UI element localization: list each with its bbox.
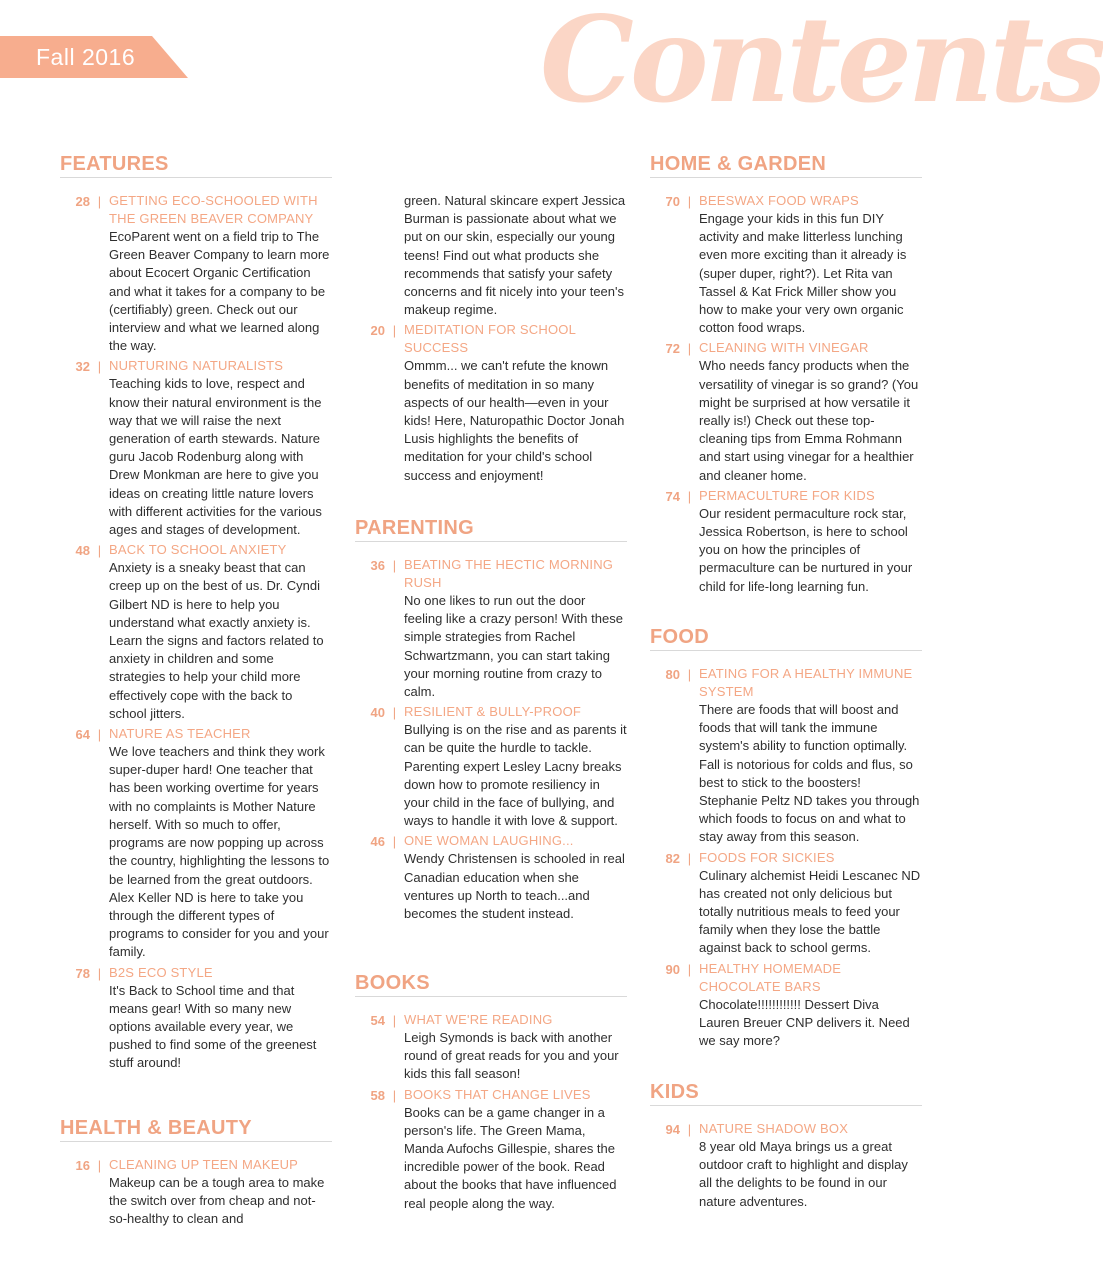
page-number: 74 [665, 488, 680, 504]
article-title[interactable]: CLEANING WITH VINEGAR [699, 340, 869, 356]
page-number: 94 [665, 1122, 680, 1137]
article-title[interactable]: ONE WOMAN LAUGHING... [404, 833, 574, 849]
article-title[interactable]: NURTURING NATURALISTS [109, 358, 284, 374]
section-kids [650, 1081, 922, 1213]
toc-entry[interactable] [355, 556, 627, 701]
article-description: We love teachers and think they work super-duper hard! One teacher that has been working overtime for years with no complaints is Mother Nature herself. With so much to offer, programs are now popping up across the country, highlighting the lessons to be learned from the great outdoors. Alex Keller ND is here to take you through the different types of programs to consider for you and your family. [109, 744, 330, 960]
article-description: Bullying is on the rise and as parents it can be quite the hurdle to tackle. Parenting expert Lesley Lacny breaks down how to promote resiliency in your child in the face of bullying, and ways to handle it with love & support. [404, 722, 627, 829]
article-description: Anxiety is a sneaky beast that can creep up on the best of us. Dr. Cyndi Gilbert ND is here to help you understand what exactly anxiety is. Learn the signs and factors related to anxiety in children and some strategies to help your child more effectively cope with the back to school jitters. [109, 560, 324, 721]
article-title[interactable]: GETTING ECO-SCHOOLED WITH THE GREEN BEAVER COMPANY [109, 193, 318, 226]
separator-bar: | [97, 194, 102, 209]
separator-bar: | [687, 1122, 692, 1137]
section-heading: PARENTING [355, 517, 627, 542]
article-title[interactable]: RESILIENT & BULLY-PROOF [404, 704, 582, 720]
article-title[interactable]: EATING FOR A HEALTHY IMMUNE SYSTEM [699, 666, 913, 699]
toc-entry[interactable] [650, 665, 922, 847]
article-description: It's Back to School time and that means gear! With so many new options available every year, we pushed to find some of the greenest stuff around! [109, 982, 317, 1071]
article-description: Ommm... we can't refute the known benefits of meditation in so many aspects of our health—even in your kids! Here, Naturopathic Doctor Jonah Lusis highlights the benefits of meditation for your child's school success and enjoyment! [404, 358, 625, 483]
page-number: 72 [665, 341, 680, 357]
separator-bar: | [687, 850, 692, 866]
toc-entry[interactable] [650, 1120, 922, 1211]
separator-bar: | [687, 667, 692, 682]
separator-bar: | [687, 961, 692, 977]
article-description: 8 year old Maya brings us a great outdoor craft to highlight and display all the delights to be found in our nature adventures. [699, 1139, 908, 1209]
entry-body [404, 321, 627, 484]
article-description-continued: green. Natural skincare expert Jessica Burman is passionate about what we put on our skin, especially our young teens! Find out what products she recommends that satisfy your safety concerns and fit nicely into your teen's makeup regime. [404, 193, 626, 318]
toc-entry[interactable] [650, 960, 922, 1051]
entry-body [404, 556, 627, 701]
entry-body [404, 703, 627, 830]
toc-entry[interactable] [60, 357, 332, 539]
separator-bar: | [97, 1158, 102, 1173]
entry-body [109, 192, 332, 355]
page-number: 40 [370, 705, 385, 721]
page-number: 78 [75, 965, 90, 981]
page-number: 58 [370, 1087, 385, 1103]
page-number: 28 [75, 194, 90, 209]
article-description: There are foods that will boost and foods that will tank the immune system's ability to function optimally. Fall is notorious for colds and flus, so best to stick to the boosters! Stephanie Peltz ND takes you through which foods to focus on and what to stay away from this season. [699, 702, 920, 845]
section-heading: HEALTH & BEAUTY [60, 1117, 332, 1142]
article-title[interactable]: MEDITATION FOR SCHOOL SUCCESS [404, 322, 576, 356]
page-number: 16 [75, 1158, 90, 1173]
section-parenting [355, 517, 627, 925]
page-number: 48 [75, 543, 90, 559]
entry-body [699, 1120, 922, 1211]
entry-body [404, 832, 627, 923]
entry-body [699, 665, 922, 847]
article-title[interactable]: NATURE AS TEACHER [109, 726, 251, 742]
section-heading: FEATURES [60, 153, 332, 178]
section-heading: KIDS [650, 1081, 922, 1106]
article-title[interactable]: BEATING THE HECTIC MORNING RUSH [404, 557, 614, 590]
article-title[interactable]: B2S ECO STYLE [109, 964, 213, 980]
toc-entry[interactable] [60, 192, 332, 355]
toc-entry[interactable] [355, 703, 627, 830]
article-description: Wendy Christensen is schooled in real Canadian education when she ventures up North to teach...and becomes the student instead. [404, 851, 625, 922]
toc-entry[interactable] [650, 849, 922, 958]
article-description: Our resident permaculture rock star, Jessica Robertson, is here to school you on how the principles of permaculture can be nurtured in your child for life-long learning fun. [699, 505, 913, 594]
article-description: Engage your kids in this fun DIY activity and make litterless lunching even more exciting than it already is (super duper, right?). Let Rita van Tassel & Kat Frick Miller show you how to make your very own organic cotton food wraps. [699, 211, 907, 336]
toc-entry[interactable] [355, 1086, 627, 1213]
toc-entry[interactable] [60, 1156, 332, 1229]
toc-entry[interactable] [355, 1011, 627, 1084]
entry-body [109, 357, 332, 539]
separator-bar: | [687, 488, 692, 504]
page-number: 20 [370, 323, 385, 339]
toc-entry[interactable] [355, 321, 627, 484]
article-title[interactable]: BEESWAX FOOD WRAPS [699, 193, 859, 208]
page-number: 32 [75, 359, 90, 375]
page-title: Contents [540, 0, 1103, 129]
separator-bar: | [687, 194, 692, 209]
entry-body [699, 849, 922, 958]
entry-body [699, 192, 922, 337]
section-health-beauty [60, 1117, 332, 1231]
season-label: Fall 2016 [36, 44, 136, 70]
separator-bar: | [392, 1087, 397, 1103]
toc-entry[interactable] [650, 339, 922, 484]
separator-bar: | [392, 834, 397, 850]
toc-entry[interactable] [60, 725, 332, 961]
entry-body [404, 1011, 627, 1084]
section-food [650, 626, 922, 1052]
article-title[interactable]: BOOKS THAT CHANGE LIVES [404, 1086, 591, 1102]
article-title[interactable]: BACK TO SCHOOL ANXIETY [109, 542, 287, 558]
page-number: 80 [665, 667, 680, 682]
article-description: No one likes to run out the door feeling like a crazy person! With these simple strategies from Rachel Schwartzmann, you can start taking your morning routine from crazy to calm. [404, 593, 623, 700]
separator-bar: | [392, 1013, 397, 1028]
separator-bar: | [392, 323, 397, 339]
page-number: 36 [370, 558, 385, 573]
article-description: Makeup can be a tough area to make the switch over from cheap and not-so-healthy to clean and [109, 1175, 325, 1227]
separator-bar: | [97, 727, 102, 743]
entry-body [109, 964, 332, 1073]
toc-entry[interactable] [60, 541, 332, 723]
entry-body [699, 339, 922, 484]
separator-bar: | [97, 965, 102, 981]
separator-bar: | [392, 558, 397, 573]
section-heading: BOOKS [355, 972, 627, 997]
article-description: Culinary alchemist Heidi Lescanec ND has created not only delicious but totally nutritious meals to feed your family when they lose the battle against back to school germs. [699, 867, 921, 956]
article-description: Who needs fancy products when the versatility of vinegar is so grand? (You might be surprised at how versatile it really is!) Check out these top-cleaning tips from Emma Rohmann and start using vinegar for a healthier and cleaner home. [699, 358, 919, 483]
entry-body [109, 725, 332, 961]
section-heading: HOME & GARDEN [650, 153, 922, 178]
article-title[interactable]: HEALTHY HOMEMADE CHOCOLATE BARS [699, 960, 842, 994]
section-home-garden [650, 153, 922, 598]
entry-body [699, 487, 922, 596]
separator-bar: | [97, 359, 102, 375]
page-number: 64 [75, 727, 90, 743]
toc-entry[interactable] [60, 964, 332, 1073]
page-number: 70 [665, 194, 680, 209]
article-description: Teaching kids to love, respect and know their natural environment is the way that we will raise the next generation of earth stewards. Nature guru Jacob Rodenburg along with Drew Monkman are here to give you ideas on creating little nature lovers with different activities for the various ages and stages of development. [109, 376, 322, 538]
article-title[interactable]: NATURE SHADOW BOX [699, 1121, 849, 1136]
entry-body [404, 1086, 627, 1213]
separator-bar: | [97, 543, 102, 559]
article-description: Leigh Symonds is back with another round of great reads for you and your kids this fall season! [404, 1030, 619, 1082]
article-description: Chocolate!!!!!!!!!!!! Dessert Diva Lauren Breuer CNP delivers it. Need we say more? [699, 996, 910, 1049]
article-description: Books can be a game changer in a person's life. The Green Mama, Manda Aufochs Gillespie, shares the incredible power of the book. Read about the books that have influenced real people along the way. [404, 1104, 617, 1211]
section-features [60, 153, 332, 1075]
article-title[interactable]: WHAT WE'RE READING [404, 1012, 553, 1027]
toc-entry[interactable] [650, 192, 922, 337]
section-heading: FOOD [650, 626, 922, 651]
article-title[interactable]: PERMACULTURE FOR KIDS [699, 487, 875, 503]
page-number: 46 [370, 834, 385, 850]
toc-entry[interactable] [355, 832, 627, 923]
entry-body [109, 541, 332, 723]
entry-body [699, 960, 922, 1051]
section-health-beauty-continued [355, 192, 627, 487]
article-title[interactable]: FOODS FOR SICKIES [699, 849, 835, 865]
page-number: 90 [665, 961, 680, 977]
section-books [355, 972, 627, 1215]
separator-bar: | [687, 341, 692, 357]
article-title[interactable]: CLEANING UP TEEN MAKEUP [109, 1157, 299, 1172]
entry-body [109, 1156, 332, 1229]
toc-entry[interactable] [650, 487, 922, 596]
article-description: EcoParent went on a field trip to The Green Beaver Company to learn more about Ecocert Organic Certification and what it takes for a company to be (certifiably) green. Check out our interview and what we learned along the way. [109, 229, 330, 354]
page-number: 82 [665, 850, 680, 866]
separator-bar: | [392, 705, 397, 721]
page-number: 54 [370, 1013, 385, 1028]
